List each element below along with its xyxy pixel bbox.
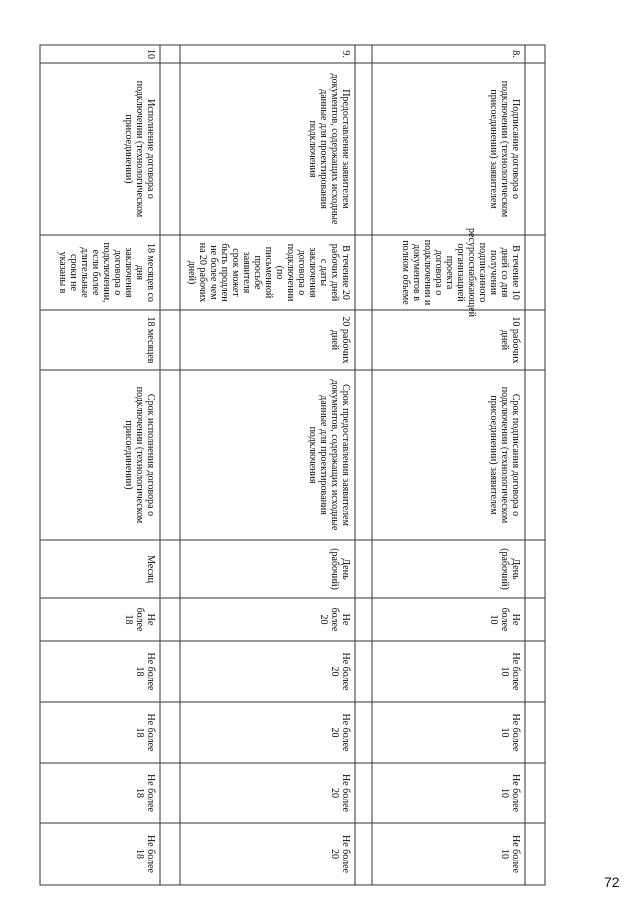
cell-num-row-2: 9. [340,50,351,58]
cell-stage-row-1: Подписание договора оподключении (технологическомприсоединении) заявителем [488,80,521,218]
cell-deadline-row-1: В течение 10дней со дняполученияподписанногоресурсоснабжающейорганизациейпроектадоговора оподключении идокументов вполном объеме [400,227,521,318]
cell-y1-row-3: Неболее18 [123,607,156,632]
cell-y5-row-1: Не более10 [499,835,521,873]
cell-num-row-3: 10 [145,49,156,59]
cell-y5-row-2: Не более20 [329,835,351,873]
cell-indicator-row-3: Срок исполнения договора оподключении (технологическомприсоединении) [123,386,156,524]
cell-stage-row-2: Предоставление заявителемдокументов, содержащих исходныеданные для проектированияподключения [307,73,351,225]
cell-unit-row-3: Месяц [145,555,156,583]
cell-y3-row-2: Не более20 [329,713,351,752]
cell-y2-row-1: Не более10 [499,652,521,691]
cell-deadline-row-3: 18 месяцев соднязаключениядоговора оподключении,если болеедлительныесроки неуказаны в [57,242,156,303]
cell-indicator-row-1: Срок подписания договора оподключении (технологическомприсоединении) заявителем [488,386,521,524]
cell-y4-row-2: Не более20 [329,774,351,812]
cell-y5-row-3: Не более18 [134,835,156,873]
cell-unit-row-1: День(рабочий) [499,548,521,590]
cell-indicator-row-2: Срок предоставления заявителемдокументов, содержащих исходныеданные для проектированияподключения [307,379,351,531]
cell-term-row-1: 10 рабочихдней [499,316,521,364]
cell-y4-row-3: Не более18 [134,774,156,812]
cell-y3-row-1: Не более10 [499,713,521,752]
cell-stage-row-3: Исполнение договора оподключении (технологическомприсоединении) [123,80,156,218]
cell-unit-row-2: День(рабочий) [329,548,351,590]
cell-y2-row-2: Не более20 [329,652,351,691]
cell-y1-row-1: Неболее10 [488,607,521,632]
cell-y4-row-1: Не более10 [499,774,521,812]
cell-y3-row-3: Не более18 [134,713,156,752]
cell-deadline-row-2: В течение 20рабочих днейс датызаключениядоговора оподключении(пописьменнойпросьбезаявителясрок можетбыть продленне более чемна 20 рабочихдней) [186,242,351,303]
cell-y2-row-3: Не более18 [134,652,156,691]
page-number: 72 [604,874,620,890]
cell-term-row-2: 20 рабочихдней [329,316,351,364]
cell-num-row-1: 8. [510,50,521,58]
cell-term-row-3: 18 месяцев [145,316,156,364]
cell-y1-row-2: Неболее20 [318,607,351,632]
